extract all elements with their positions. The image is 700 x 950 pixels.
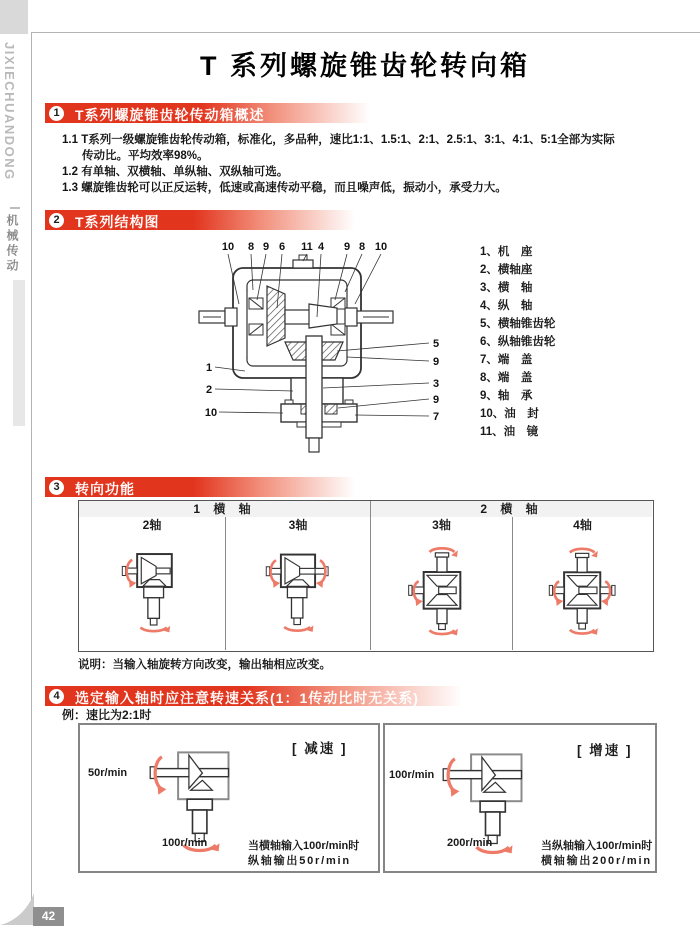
section1-title: T系列螺旋锥齿轮传动箱概述 bbox=[75, 107, 265, 123]
table-col-header-1: 2轴 bbox=[79, 517, 226, 534]
callout-left-1: 1 bbox=[205, 362, 213, 374]
table-cell-2shaft bbox=[79, 534, 226, 650]
section2-header bbox=[45, 210, 355, 230]
part-item: 11、油 镜 bbox=[480, 426, 539, 438]
corner-block bbox=[0, 0, 28, 34]
reduction-note-line2: 纵轴输出50r/min bbox=[248, 855, 351, 867]
item-2-no: 1.2 bbox=[62, 166, 78, 178]
callout-right-2: 9 bbox=[432, 356, 440, 368]
callout-left-3: 10 bbox=[204, 407, 218, 419]
gearbox-cross-section-diagram bbox=[197, 238, 447, 466]
callout-top-3: 9 bbox=[262, 241, 270, 253]
item-3-no: 1.3 bbox=[62, 182, 78, 194]
callout-top-9: 10 bbox=[374, 241, 388, 253]
speedup-note bbox=[541, 839, 652, 869]
item-1-no: 1.1 bbox=[62, 134, 78, 146]
turning-note: 说明：当输入轴旋转方向改变，输出轴相应改变。 bbox=[78, 659, 331, 671]
speedup-note-line2: 横轴输出200r/min bbox=[541, 855, 652, 867]
part-item: 10、油 封 bbox=[480, 408, 539, 420]
top-rule bbox=[31, 32, 700, 33]
page-title: T 系列螺旋锥齿轮转向箱 bbox=[200, 51, 530, 81]
overview-item-2 bbox=[62, 163, 288, 179]
table-col-header-4: 4轴 bbox=[573, 518, 592, 532]
reduction-tag: [ 减速 ] bbox=[292, 741, 348, 756]
reduction-input-speed: 50r/min bbox=[88, 767, 128, 779]
sidebar-strip bbox=[13, 280, 25, 426]
callout-right-4: 9 bbox=[432, 394, 440, 406]
section4-number-badge: 4 bbox=[49, 689, 64, 704]
part-item: 9、轴 承 bbox=[480, 390, 533, 402]
sidebar-brand: JIXIECHUANDONG bbox=[2, 42, 17, 181]
section2-number-badge: 2 bbox=[49, 213, 64, 228]
speedup-example-box bbox=[383, 723, 657, 873]
section3-number-badge: 3 bbox=[49, 480, 64, 495]
section2-title: T系列结构图 bbox=[75, 214, 160, 230]
item-1-text: T系列一级螺旋锥齿轮传动箱，标准化，多品种，速比1:1、1.5:1、2:1、2.5:1、3:1、4:1、5:1全部为实际 bbox=[81, 134, 615, 146]
reduction-note-line1: 当横轴输入100r/min时 bbox=[248, 840, 360, 852]
part-item: 3、横 轴 bbox=[480, 282, 533, 294]
speedup-tag: [ 增速 ] bbox=[577, 743, 633, 758]
section1-number-badge: 1 bbox=[49, 106, 64, 121]
item-2-text: 有单轴、双横轴、单纵轴、双纵轴可选。 bbox=[81, 166, 289, 178]
overview-item-3 bbox=[62, 179, 507, 195]
table-cell-4shaft bbox=[513, 534, 652, 650]
speedup-input-speed: 100r/min bbox=[389, 769, 435, 781]
reduction-output-speed: 100r/min bbox=[162, 837, 208, 849]
part-item: 1、机 座 bbox=[480, 246, 533, 258]
table-cell-3shaft-h bbox=[226, 534, 371, 650]
reduction-note bbox=[248, 839, 359, 869]
callout-top-8: 8 bbox=[358, 241, 366, 253]
gearbox-3shaft-h-icon bbox=[263, 549, 333, 635]
parts-list bbox=[480, 243, 650, 441]
section1-header bbox=[45, 103, 370, 123]
overview-item-1-cont: 传动比。平均效率98%。 bbox=[82, 150, 209, 162]
callout-top-7: 9 bbox=[343, 241, 351, 253]
callout-top-2: 8 bbox=[247, 241, 255, 253]
section4-header bbox=[45, 686, 462, 706]
footer-curve bbox=[0, 892, 34, 926]
sidebar-tick bbox=[10, 207, 20, 209]
page-number: 42 bbox=[33, 907, 64, 926]
callout-top-5: 11 bbox=[301, 241, 313, 253]
part-item: 5、横轴锥齿轮 bbox=[480, 318, 556, 330]
callout-right-1: 5 bbox=[432, 338, 440, 350]
table-col-header-2: 3轴 bbox=[226, 517, 371, 534]
section3-header bbox=[45, 477, 355, 497]
speedup-note-line1: 当纵轴输入100r/min时 bbox=[541, 840, 653, 852]
table-group-header-2: 2 横 轴 bbox=[371, 501, 652, 517]
section3-title: 转向功能 bbox=[75, 481, 135, 497]
sidebar-category: 机械传动 bbox=[5, 214, 19, 274]
callout-top-6: 4 bbox=[317, 241, 325, 253]
callout-right-5: 7 bbox=[432, 411, 440, 423]
section4-title: 选定输入轴时应注意转速关系(1：1传动比时无关系) bbox=[75, 690, 419, 706]
table-group-header-1: 1 横 轴 bbox=[79, 501, 371, 517]
gearbox-2shaft-icon bbox=[119, 549, 185, 635]
overview-item-1 bbox=[62, 131, 615, 147]
reduction-example-box bbox=[78, 723, 380, 873]
callout-left-2: 2 bbox=[205, 384, 213, 396]
speedup-output-speed: 200r/min bbox=[447, 837, 493, 849]
item-3-text: 螺旋锥齿轮可以正反运转，低速或高速传动平稳，而且噪声低，振动小，承受力大。 bbox=[81, 182, 507, 194]
callout-right-3: 3 bbox=[432, 378, 440, 390]
part-item: 2、横轴座 bbox=[480, 264, 533, 276]
speed-example-label: 例：速比为2:1时 bbox=[62, 708, 152, 722]
gearbox-3shaft-v-icon bbox=[407, 547, 477, 637]
part-item: 7、端 盖 bbox=[480, 354, 533, 366]
part-item: 4、纵 轴 bbox=[480, 300, 533, 312]
turning-function-table bbox=[78, 500, 654, 652]
part-item: 8、端 盖 bbox=[480, 372, 533, 384]
table-cell-3shaft-v bbox=[371, 534, 513, 650]
table-col-header-3: 3轴 bbox=[371, 517, 513, 534]
part-item: 6、纵轴锥齿轮 bbox=[480, 336, 556, 348]
sidebar-rule bbox=[31, 32, 32, 908]
callout-top-1: 10 bbox=[221, 241, 235, 253]
callout-top-4: 6 bbox=[278, 241, 286, 253]
gearbox-4shaft-icon bbox=[546, 547, 620, 637]
